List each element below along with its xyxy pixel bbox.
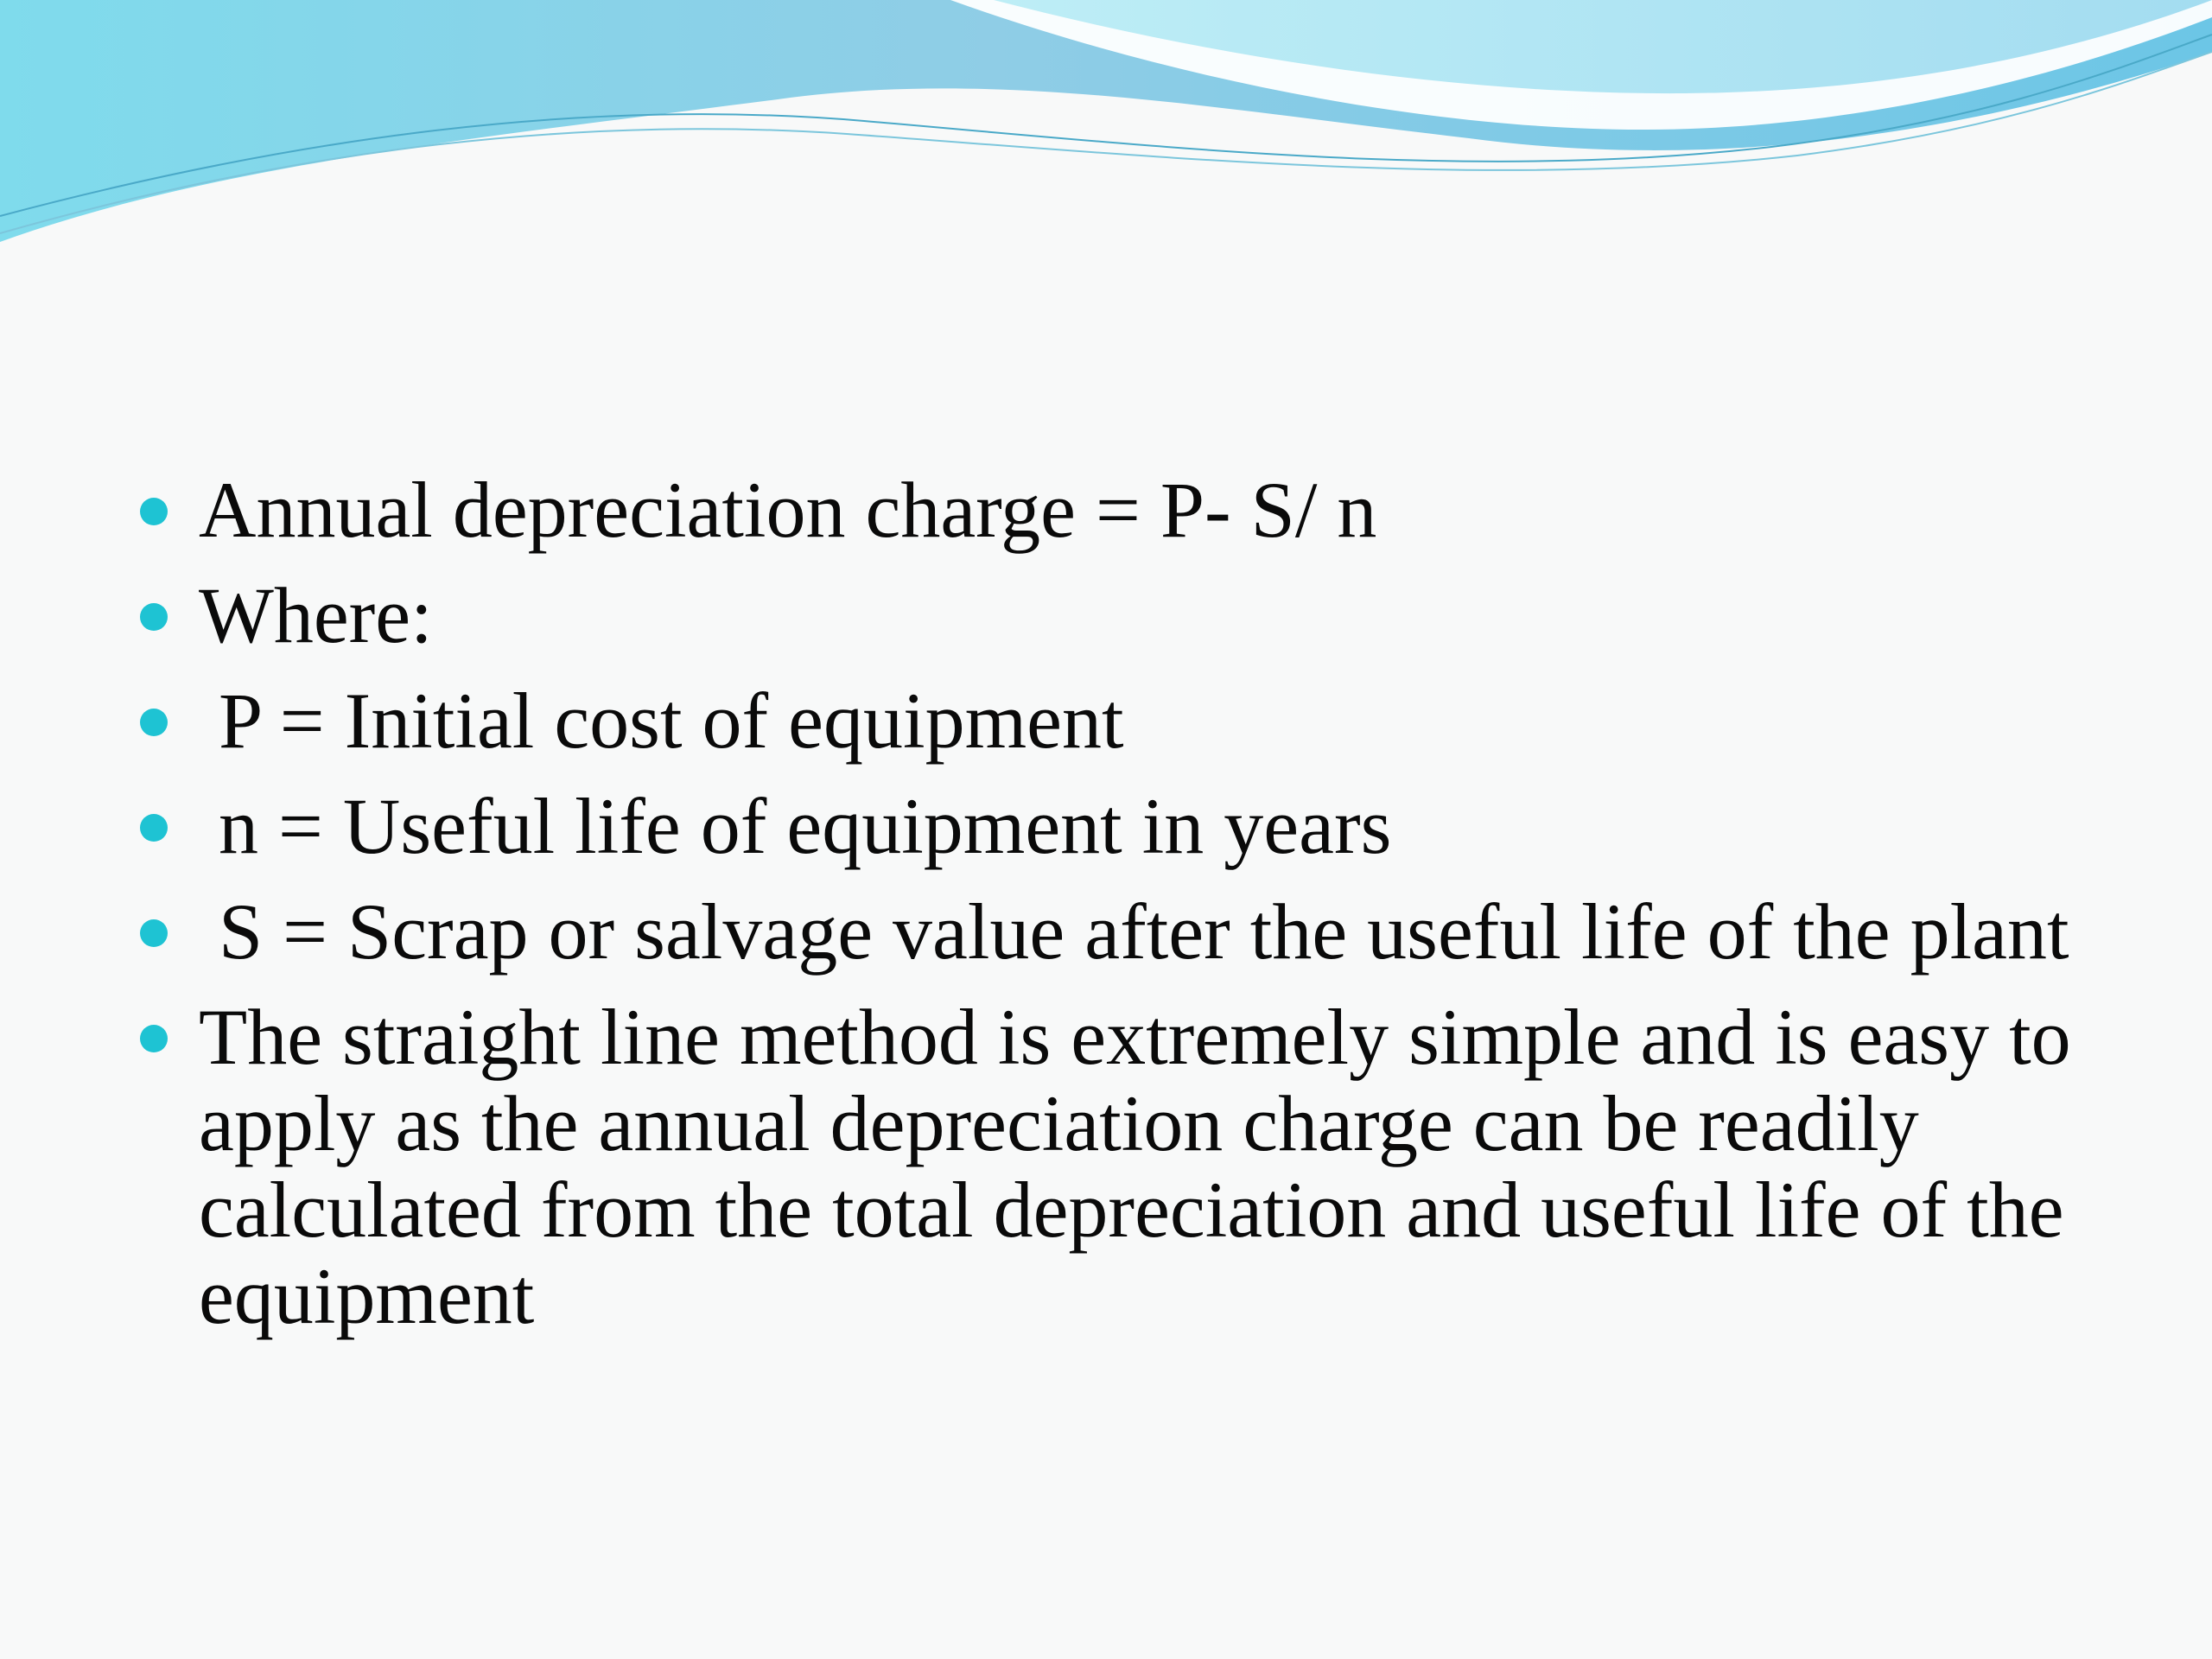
bullet-dot-icon <box>140 1025 168 1052</box>
bullet-text: Where: <box>199 571 433 659</box>
bullet-text: S = Scrap or salvage value after the useful life of the plant <box>199 887 2069 976</box>
bullet-item <box>138 993 2091 1340</box>
bullet-dot-icon <box>140 498 168 525</box>
bullet-item <box>138 467 2082 553</box>
bullet-item <box>138 783 2082 869</box>
bullet-dot-icon <box>140 709 168 736</box>
bullet-dot-icon <box>140 814 168 842</box>
bullet-dot-icon <box>140 603 168 631</box>
bullet-text: Annual depreciation charge = P- S/ n <box>199 466 1377 554</box>
bullet-list <box>138 466 2091 1358</box>
bullet-text: n = Useful life of equipment in years <box>199 782 1392 870</box>
wave-header-decoration <box>0 0 2212 259</box>
bullet-text: P = Initial cost of equipment <box>199 677 1124 765</box>
bullet-text: The straight line method is extremely simple and is easy to apply as the annual depreciation charge can be readily calculated from the total depreciation and useful life of the equipment <box>199 993 2091 1340</box>
bullet-item <box>138 888 2082 975</box>
bullet-item <box>138 572 2082 658</box>
bullet-dot-icon <box>140 919 168 947</box>
bullet-item <box>138 677 2082 764</box>
